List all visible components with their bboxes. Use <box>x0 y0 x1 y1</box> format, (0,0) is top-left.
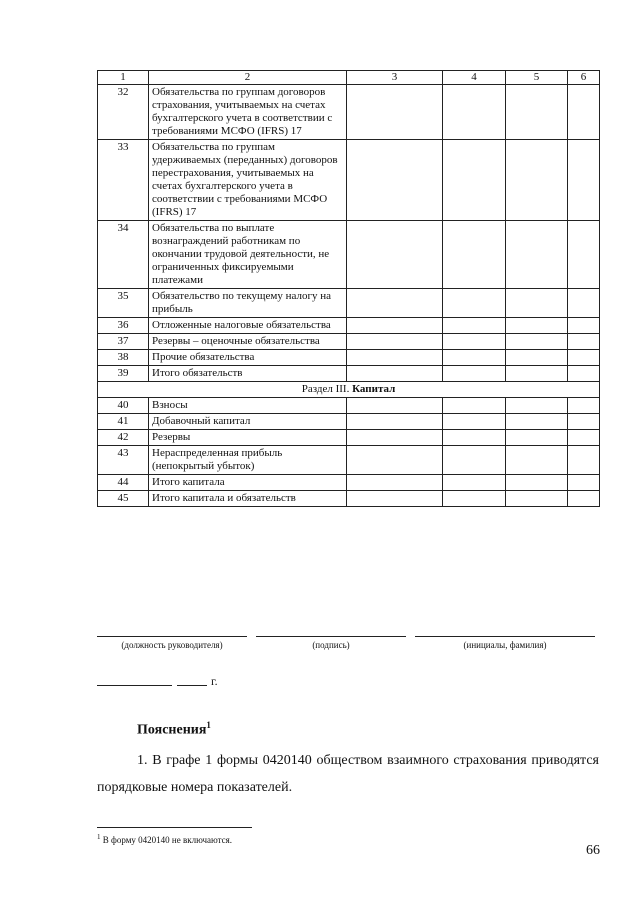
row-number: 40 <box>98 398 149 414</box>
value-cell <box>443 350 506 366</box>
header-cell: 2 <box>149 71 347 85</box>
value-cell <box>347 475 443 491</box>
value-cell <box>347 491 443 507</box>
value-cell <box>347 398 443 414</box>
value-cell <box>568 85 600 140</box>
value-cell <box>443 140 506 221</box>
row-number: 38 <box>98 350 149 366</box>
value-cell <box>568 289 600 318</box>
row-label: Обязательства по выплате вознаграждений работникам по окончании трудовой деятельности, не ограниченных фиксируемыми платежами <box>149 221 347 289</box>
row-number: 36 <box>98 318 149 334</box>
section-heading <box>98 382 600 398</box>
value-cell <box>506 475 568 491</box>
row-label: Итого капитала <box>149 475 347 491</box>
footnote-mark: 1 <box>97 833 101 841</box>
table-row <box>98 414 600 430</box>
date-line <box>97 685 172 686</box>
row-label: Прочие обязательства <box>149 350 347 366</box>
value-cell <box>506 491 568 507</box>
value-cell <box>443 398 506 414</box>
value-cell <box>347 140 443 221</box>
footnote-text: В форму 0420140 не включаются. <box>100 835 233 845</box>
notes-title-text: Пояснения <box>137 722 207 738</box>
row-number: 41 <box>98 414 149 430</box>
position-caption: (должность руководителя) <box>121 640 223 650</box>
value-cell <box>506 140 568 221</box>
value-cell <box>347 366 443 382</box>
value-cell <box>443 475 506 491</box>
footnote-reference: 1 <box>206 720 211 730</box>
row-label: Резервы – оценочные обязательства <box>149 334 347 350</box>
value-cell <box>347 85 443 140</box>
table-row <box>98 366 600 382</box>
table-row <box>98 430 600 446</box>
row-label: Итого капитала и обязательств <box>149 491 347 507</box>
row-number: 39 <box>98 366 149 382</box>
value-cell <box>568 430 600 446</box>
table-row <box>98 475 600 491</box>
row-label: Отложенные налоговые обязательства <box>149 318 347 334</box>
row-number: 44 <box>98 475 149 491</box>
row-label: Обязательство по текущему налогу на прибыль <box>149 289 347 318</box>
value-cell <box>506 398 568 414</box>
position-signature-line <box>97 636 247 637</box>
value-cell <box>443 289 506 318</box>
value-cell <box>568 491 600 507</box>
value-cell <box>347 350 443 366</box>
value-cell <box>506 350 568 366</box>
value-cell <box>347 414 443 430</box>
value-cell <box>568 350 600 366</box>
row-number: 43 <box>98 446 149 475</box>
table-row <box>98 85 600 140</box>
row-number: 42 <box>98 430 149 446</box>
value-cell <box>347 446 443 475</box>
value-cell <box>347 334 443 350</box>
value-cell <box>568 318 600 334</box>
name-signature-line <box>415 636 595 637</box>
table-row <box>98 491 600 507</box>
value-cell <box>568 398 600 414</box>
row-label: Резервы <box>149 430 347 446</box>
year-suffix: г. <box>211 674 218 688</box>
value-cell <box>506 414 568 430</box>
value-cell <box>443 318 506 334</box>
footnote <box>97 833 232 845</box>
value-cell <box>443 446 506 475</box>
value-cell <box>443 85 506 140</box>
value-cell <box>443 366 506 382</box>
value-cell <box>506 289 568 318</box>
notes-title <box>137 720 211 739</box>
table-row <box>98 446 600 475</box>
table-row <box>98 334 600 350</box>
section-prefix: Раздел III. <box>301 383 353 395</box>
row-number: 33 <box>98 140 149 221</box>
value-cell <box>568 140 600 221</box>
table-row <box>98 221 600 289</box>
row-number: 35 <box>98 289 149 318</box>
value-cell <box>568 414 600 430</box>
value-cell <box>568 446 600 475</box>
table-row <box>98 289 600 318</box>
notes-paragraph: 1. В графе 1 формы 0420140 обществом взаимного страхования приводятся порядковые номера показателей. <box>97 753 599 795</box>
page-number: 66 <box>586 843 600 858</box>
value-cell <box>506 430 568 446</box>
table-row <box>98 398 600 414</box>
row-number: 32 <box>98 85 149 140</box>
value-cell <box>568 366 600 382</box>
value-cell <box>568 475 600 491</box>
value-cell <box>347 289 443 318</box>
header-cell: 3 <box>347 71 443 85</box>
footnote-separator <box>97 827 252 828</box>
sign-caption: (подпись) <box>312 640 350 650</box>
value-cell <box>506 85 568 140</box>
section-row <box>98 382 600 398</box>
value-cell <box>443 414 506 430</box>
value-cell <box>443 491 506 507</box>
header-cell: 4 <box>443 71 506 85</box>
value-cell <box>506 221 568 289</box>
row-label: Взносы <box>149 398 347 414</box>
row-label: Обязательства по группам удерживаемых (переданных) договоров перестрахования, учитываемых на счетах бухгалтерского учета в соответствии с требованиями МСФО (IFRS) 17 <box>149 140 347 221</box>
row-number: 45 <box>98 491 149 507</box>
value-cell <box>443 430 506 446</box>
table-row <box>98 140 600 221</box>
row-number: 37 <box>98 334 149 350</box>
row-number: 34 <box>98 221 149 289</box>
year-line <box>177 685 207 686</box>
name-caption: (инициалы, фамилия) <box>463 640 547 650</box>
row-label: Добавочный капитал <box>149 414 347 430</box>
value-cell <box>568 334 600 350</box>
value-cell <box>568 221 600 289</box>
table-row <box>98 350 600 366</box>
value-cell <box>347 318 443 334</box>
value-cell <box>347 221 443 289</box>
sign-signature-line <box>256 636 406 637</box>
value-cell <box>443 334 506 350</box>
value-cell <box>506 366 568 382</box>
row-label: Нераспределенная прибыль (непокрытый убыток) <box>149 446 347 475</box>
value-cell <box>347 430 443 446</box>
header-cell: 6 <box>568 71 600 85</box>
section-title: Капитал <box>352 383 396 395</box>
value-cell <box>443 221 506 289</box>
table-header-row <box>98 71 600 85</box>
value-cell <box>506 334 568 350</box>
row-label: Обязательства по группам договоров страхования, учитываемых на счетах бухгалтерского учета в соответствии с требованиями МСФО (IFRS) 17 <box>149 85 347 140</box>
row-label: Итого обязательств <box>149 366 347 382</box>
header-cell: 1 <box>98 71 149 85</box>
table-row <box>98 318 600 334</box>
header-cell: 5 <box>506 71 568 85</box>
value-cell <box>506 318 568 334</box>
report-table <box>97 70 600 507</box>
value-cell <box>506 446 568 475</box>
